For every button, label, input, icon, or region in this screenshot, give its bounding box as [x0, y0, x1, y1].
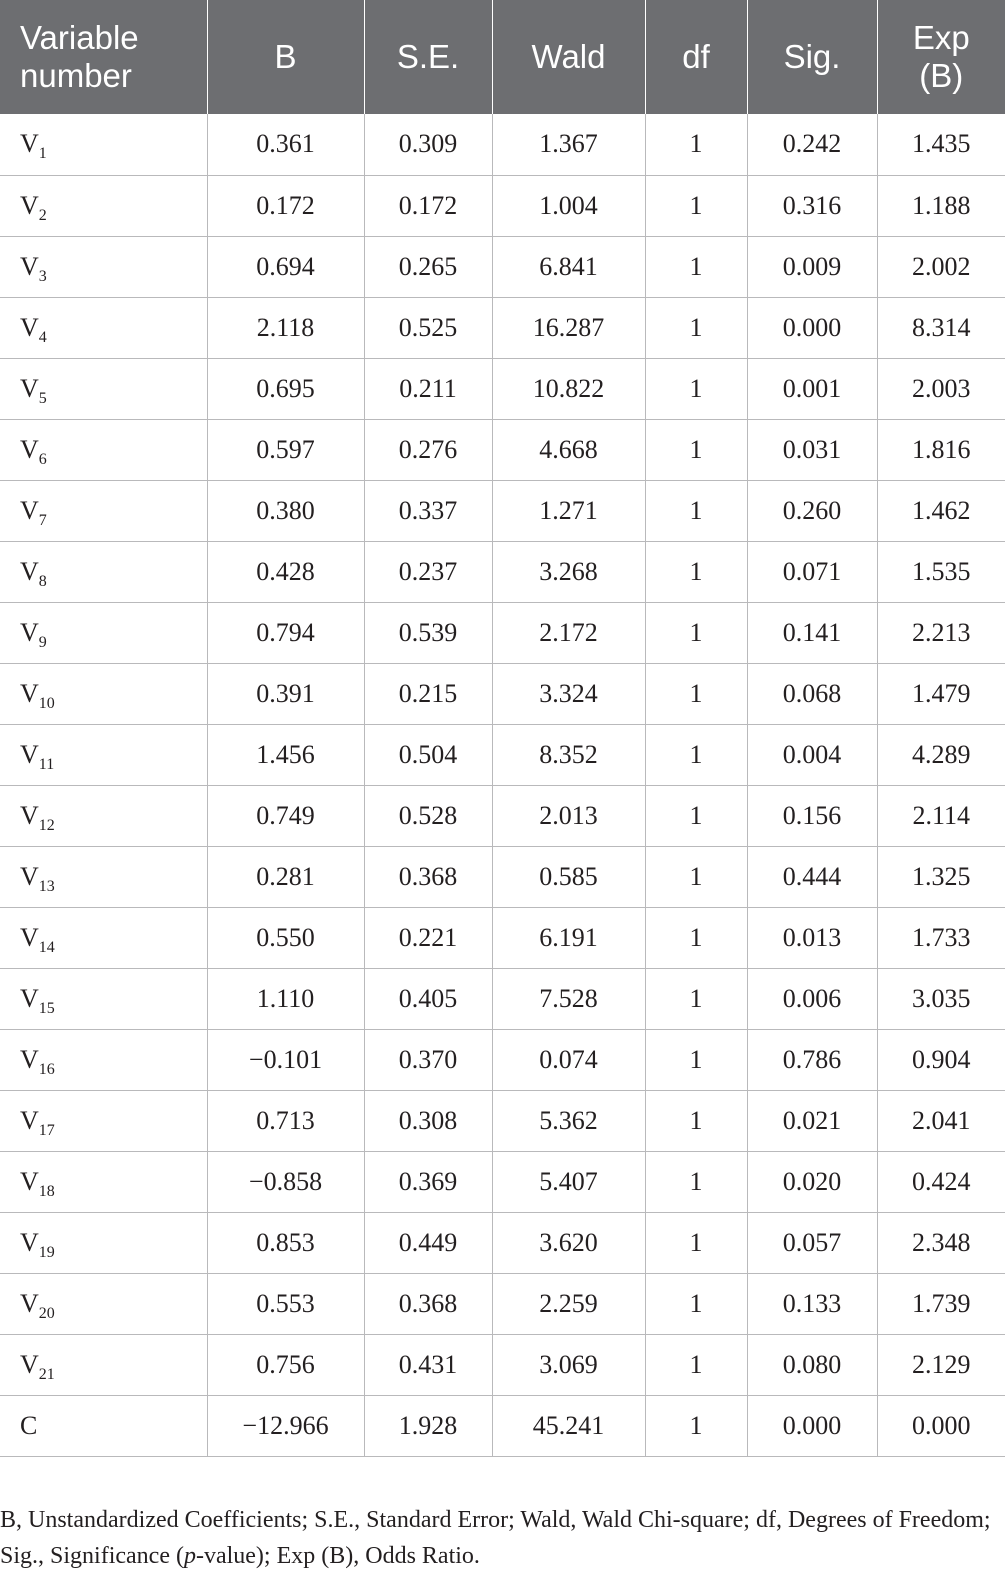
- df-cell: 1: [645, 785, 747, 846]
- exp-b-cell: 1.733: [877, 907, 1005, 968]
- header-b: B: [207, 0, 364, 114]
- exp-b-cell: 2.348: [877, 1212, 1005, 1273]
- table-row: [0, 724, 1005, 785]
- variable-letter: V: [20, 861, 39, 891]
- sig-cell: 0.021: [747, 1090, 877, 1151]
- b-cell: 0.597: [207, 419, 364, 480]
- variable-letter: V: [20, 983, 39, 1013]
- se-cell: 1.928: [364, 1395, 492, 1456]
- variable-letter: C: [20, 1410, 38, 1440]
- sig-cell: 0.444: [747, 846, 877, 907]
- exp-b-cell: 0.904: [877, 1029, 1005, 1090]
- wald-cell: 4.668: [492, 419, 645, 480]
- header-se: S.E.: [364, 0, 492, 114]
- variable-letter: V: [20, 922, 39, 952]
- header-sig: Sig.: [747, 0, 877, 114]
- variable-subscript: 1: [38, 145, 47, 163]
- b-cell: 0.428: [207, 541, 364, 602]
- variable-cell: [0, 1273, 207, 1334]
- variable-cell: [0, 907, 207, 968]
- variable-subscript: 7: [38, 511, 47, 529]
- variable-subscript: 13: [38, 877, 55, 895]
- variable-letter: V: [20, 129, 39, 159]
- sig-cell: 0.000: [747, 1395, 877, 1456]
- se-cell: 0.237: [364, 541, 492, 602]
- wald-cell: 2.172: [492, 602, 645, 663]
- variable-letter: V: [20, 251, 39, 281]
- variable-letter: V: [20, 1044, 39, 1074]
- sig-cell: 0.071: [747, 541, 877, 602]
- variable-cell: [0, 1212, 207, 1273]
- exp-b-cell: 2.129: [877, 1334, 1005, 1395]
- variable-letter: V: [20, 617, 39, 647]
- se-cell: 0.215: [364, 663, 492, 724]
- exp-b-cell: 2.114: [877, 785, 1005, 846]
- sig-cell: 0.006: [747, 968, 877, 1029]
- variable-cell: [0, 602, 207, 663]
- variable-cell: [0, 1151, 207, 1212]
- df-cell: 1: [645, 114, 747, 175]
- wald-cell: 1.271: [492, 480, 645, 541]
- b-cell: 0.749: [207, 785, 364, 846]
- se-cell: 0.405: [364, 968, 492, 1029]
- df-cell: 1: [645, 236, 747, 297]
- header-df: df: [645, 0, 747, 114]
- wald-cell: 1.367: [492, 114, 645, 175]
- variable-subscript: 19: [38, 1243, 55, 1261]
- table-row: [0, 236, 1005, 297]
- variable-subscript: 20: [38, 1304, 55, 1322]
- variable-subscript: 16: [38, 1060, 55, 1078]
- wald-cell: 1.004: [492, 175, 645, 236]
- b-cell: 0.794: [207, 602, 364, 663]
- sig-cell: 0.004: [747, 724, 877, 785]
- exp-b-cell: 1.325: [877, 846, 1005, 907]
- sig-cell: 0.316: [747, 175, 877, 236]
- table-row: [0, 1273, 1005, 1334]
- se-cell: 0.369: [364, 1151, 492, 1212]
- se-cell: 0.525: [364, 297, 492, 358]
- exp-b-cell: 2.213: [877, 602, 1005, 663]
- b-cell: 0.281: [207, 846, 364, 907]
- sig-cell: 0.080: [747, 1334, 877, 1395]
- exp-b-cell: 2.002: [877, 236, 1005, 297]
- wald-cell: 0.585: [492, 846, 645, 907]
- se-cell: 0.368: [364, 846, 492, 907]
- se-cell: 0.449: [364, 1212, 492, 1273]
- header-variable-number: Variable number: [0, 0, 207, 114]
- variable-cell: [0, 236, 207, 297]
- se-cell: 0.211: [364, 358, 492, 419]
- b-cell: 1.110: [207, 968, 364, 1029]
- variable-subscript: 4: [38, 328, 47, 346]
- variable-letter: V: [20, 556, 39, 586]
- variable-cell: [0, 175, 207, 236]
- sig-cell: 0.242: [747, 114, 877, 175]
- exp-b-cell: 0.424: [877, 1151, 1005, 1212]
- variable-cell: [0, 297, 207, 358]
- df-cell: 1: [645, 907, 747, 968]
- sig-cell: 0.156: [747, 785, 877, 846]
- wald-cell: 7.528: [492, 968, 645, 1029]
- se-cell: 0.308: [364, 1090, 492, 1151]
- exp-b-cell: 1.739: [877, 1273, 1005, 1334]
- wald-cell: 3.324: [492, 663, 645, 724]
- variable-letter: V: [20, 434, 39, 464]
- wald-cell: 3.069: [492, 1334, 645, 1395]
- wald-cell: 5.407: [492, 1151, 645, 1212]
- variable-subscript: 9: [38, 633, 47, 651]
- table-row: [0, 1334, 1005, 1395]
- sig-cell: 0.068: [747, 663, 877, 724]
- variable-cell: [0, 358, 207, 419]
- df-cell: 1: [645, 1212, 747, 1273]
- b-cell: 0.550: [207, 907, 364, 968]
- variable-letter: V: [20, 678, 39, 708]
- table-row: [0, 907, 1005, 968]
- b-cell: −0.858: [207, 1151, 364, 1212]
- b-cell: 0.391: [207, 663, 364, 724]
- variable-letter: V: [20, 312, 39, 342]
- variable-cell: [0, 419, 207, 480]
- variable-subscript: 5: [38, 389, 47, 407]
- df-cell: 1: [645, 846, 747, 907]
- variable-letter: V: [20, 1166, 39, 1196]
- table-row: [0, 1151, 1005, 1212]
- wald-cell: 16.287: [492, 297, 645, 358]
- se-cell: 0.172: [364, 175, 492, 236]
- se-cell: 0.504: [364, 724, 492, 785]
- variable-letter: V: [20, 739, 39, 769]
- b-cell: −12.966: [207, 1395, 364, 1456]
- sig-cell: 0.141: [747, 602, 877, 663]
- variable-subscript: 2: [38, 206, 47, 224]
- table-row: [0, 1212, 1005, 1273]
- df-cell: 1: [645, 1029, 747, 1090]
- wald-cell: 2.259: [492, 1273, 645, 1334]
- sig-cell: 0.260: [747, 480, 877, 541]
- table-header: [0, 0, 1005, 114]
- df-cell: 1: [645, 358, 747, 419]
- sig-cell: 0.031: [747, 419, 877, 480]
- header-wald: Wald: [492, 0, 645, 114]
- b-cell: −0.101: [207, 1029, 364, 1090]
- se-cell: 0.309: [364, 114, 492, 175]
- table-row: [0, 297, 1005, 358]
- footnote-p-italic: p: [183, 1543, 196, 1569]
- table-row: [0, 541, 1005, 602]
- variable-subscript: 17: [38, 1121, 55, 1139]
- table-row: [0, 358, 1005, 419]
- table-row: [0, 1090, 1005, 1151]
- wald-cell: 8.352: [492, 724, 645, 785]
- exp-b-cell: 4.289: [877, 724, 1005, 785]
- sig-cell: 0.020: [747, 1151, 877, 1212]
- se-cell: 0.368: [364, 1273, 492, 1334]
- variable-cell: [0, 480, 207, 541]
- b-cell: 0.695: [207, 358, 364, 419]
- b-cell: 0.380: [207, 480, 364, 541]
- footnote-text-start: B, Unstandardized Coefficients; S.E., Standard Error; Wald, Wald Chi-square; df, Degrees of Freedom; Sig., Significance (: [0, 1507, 991, 1569]
- variable-cell: [0, 1334, 207, 1395]
- exp-b-cell: 1.435: [877, 114, 1005, 175]
- variable-letter: V: [20, 1288, 39, 1318]
- wald-cell: 0.074: [492, 1029, 645, 1090]
- sig-cell: 0.009: [747, 236, 877, 297]
- header-exp-b: Exp (B): [877, 0, 1005, 114]
- df-cell: 1: [645, 541, 747, 602]
- df-cell: 1: [645, 419, 747, 480]
- sig-cell: 0.000: [747, 297, 877, 358]
- variable-subscript: 12: [38, 816, 55, 834]
- b-cell: 0.694: [207, 236, 364, 297]
- se-cell: 0.431: [364, 1334, 492, 1395]
- variable-cell: [0, 968, 207, 1029]
- variable-cell: [0, 785, 207, 846]
- variable-subscript: 21: [38, 1365, 55, 1383]
- df-cell: 1: [645, 968, 747, 1029]
- table-row: [0, 175, 1005, 236]
- variable-cell: [0, 724, 207, 785]
- variable-subscript: 3: [38, 267, 47, 285]
- df-cell: 1: [645, 1090, 747, 1151]
- table-row: [0, 480, 1005, 541]
- header-row: [0, 0, 1005, 114]
- variable-subscript: 10: [38, 694, 55, 712]
- exp-b-cell: 1.816: [877, 419, 1005, 480]
- table-row: [0, 114, 1005, 175]
- exp-b-cell: 1.479: [877, 663, 1005, 724]
- exp-b-cell: 3.035: [877, 968, 1005, 1029]
- b-cell: 0.756: [207, 1334, 364, 1395]
- b-cell: 0.361: [207, 114, 364, 175]
- df-cell: 1: [645, 480, 747, 541]
- variable-letter: V: [20, 800, 39, 830]
- se-cell: 0.370: [364, 1029, 492, 1090]
- table-row: [0, 846, 1005, 907]
- exp-b-cell: 2.041: [877, 1090, 1005, 1151]
- exp-b-cell: 1.188: [877, 175, 1005, 236]
- b-cell: 0.853: [207, 1212, 364, 1273]
- variable-cell: [0, 1029, 207, 1090]
- variable-subscript: 6: [38, 450, 47, 468]
- wald-cell: 2.013: [492, 785, 645, 846]
- wald-cell: 6.841: [492, 236, 645, 297]
- table-row: [0, 785, 1005, 846]
- footnote-text-end: -value); Exp (B), Odds Ratio.: [195, 1543, 480, 1569]
- exp-b-cell: 0.000: [877, 1395, 1005, 1456]
- wald-cell: 10.822: [492, 358, 645, 419]
- exp-b-cell: 2.003: [877, 358, 1005, 419]
- table-row: [0, 1395, 1005, 1456]
- variable-subscript: 18: [38, 1182, 55, 1200]
- variable-cell: [0, 1395, 207, 1456]
- sig-cell: 0.057: [747, 1212, 877, 1273]
- b-cell: 1.456: [207, 724, 364, 785]
- table-footnote: [0, 1502, 1000, 1574]
- df-cell: 1: [645, 175, 747, 236]
- sig-cell: 0.133: [747, 1273, 877, 1334]
- b-cell: 0.172: [207, 175, 364, 236]
- wald-cell: 6.191: [492, 907, 645, 968]
- wald-cell: 5.362: [492, 1090, 645, 1151]
- df-cell: 1: [645, 1395, 747, 1456]
- table-row: [0, 419, 1005, 480]
- df-cell: 1: [645, 1151, 747, 1212]
- df-cell: 1: [645, 663, 747, 724]
- variable-subscript: 11: [38, 755, 55, 773]
- b-cell: 0.713: [207, 1090, 364, 1151]
- table-row: [0, 1029, 1005, 1090]
- df-cell: 1: [645, 724, 747, 785]
- variable-cell: [0, 663, 207, 724]
- se-cell: 0.337: [364, 480, 492, 541]
- variable-subscript: 14: [38, 938, 55, 956]
- sig-cell: 0.786: [747, 1029, 877, 1090]
- df-cell: 1: [645, 602, 747, 663]
- variable-letter: V: [20, 1105, 39, 1135]
- wald-cell: 3.268: [492, 541, 645, 602]
- se-cell: 0.539: [364, 602, 492, 663]
- se-cell: 0.528: [364, 785, 492, 846]
- variable-letter: V: [20, 190, 39, 220]
- variable-cell: [0, 846, 207, 907]
- wald-cell: 45.241: [492, 1395, 645, 1456]
- variable-cell: [0, 1090, 207, 1151]
- variable-cell: [0, 541, 207, 602]
- variable-subscript: 8: [38, 572, 47, 590]
- exp-b-cell: 8.314: [877, 297, 1005, 358]
- sig-cell: 0.001: [747, 358, 877, 419]
- table-body: [0, 114, 1005, 1456]
- df-cell: 1: [645, 1334, 747, 1395]
- df-cell: 1: [645, 1273, 747, 1334]
- variable-subscript: 15: [38, 999, 55, 1017]
- df-cell: 1: [645, 297, 747, 358]
- se-cell: 0.276: [364, 419, 492, 480]
- se-cell: 0.265: [364, 236, 492, 297]
- table-row: [0, 968, 1005, 1029]
- se-cell: 0.221: [364, 907, 492, 968]
- variable-letter: V: [20, 1349, 39, 1379]
- variable-letter: V: [20, 373, 39, 403]
- sig-cell: 0.013: [747, 907, 877, 968]
- variable-cell: [0, 114, 207, 175]
- b-cell: 0.553: [207, 1273, 364, 1334]
- exp-b-cell: 1.462: [877, 480, 1005, 541]
- exp-b-cell: 1.535: [877, 541, 1005, 602]
- variable-letter: V: [20, 495, 39, 525]
- b-cell: 2.118: [207, 297, 364, 358]
- table-row: [0, 663, 1005, 724]
- variable-letter: V: [20, 1227, 39, 1257]
- table-row: [0, 602, 1005, 663]
- wald-cell: 3.620: [492, 1212, 645, 1273]
